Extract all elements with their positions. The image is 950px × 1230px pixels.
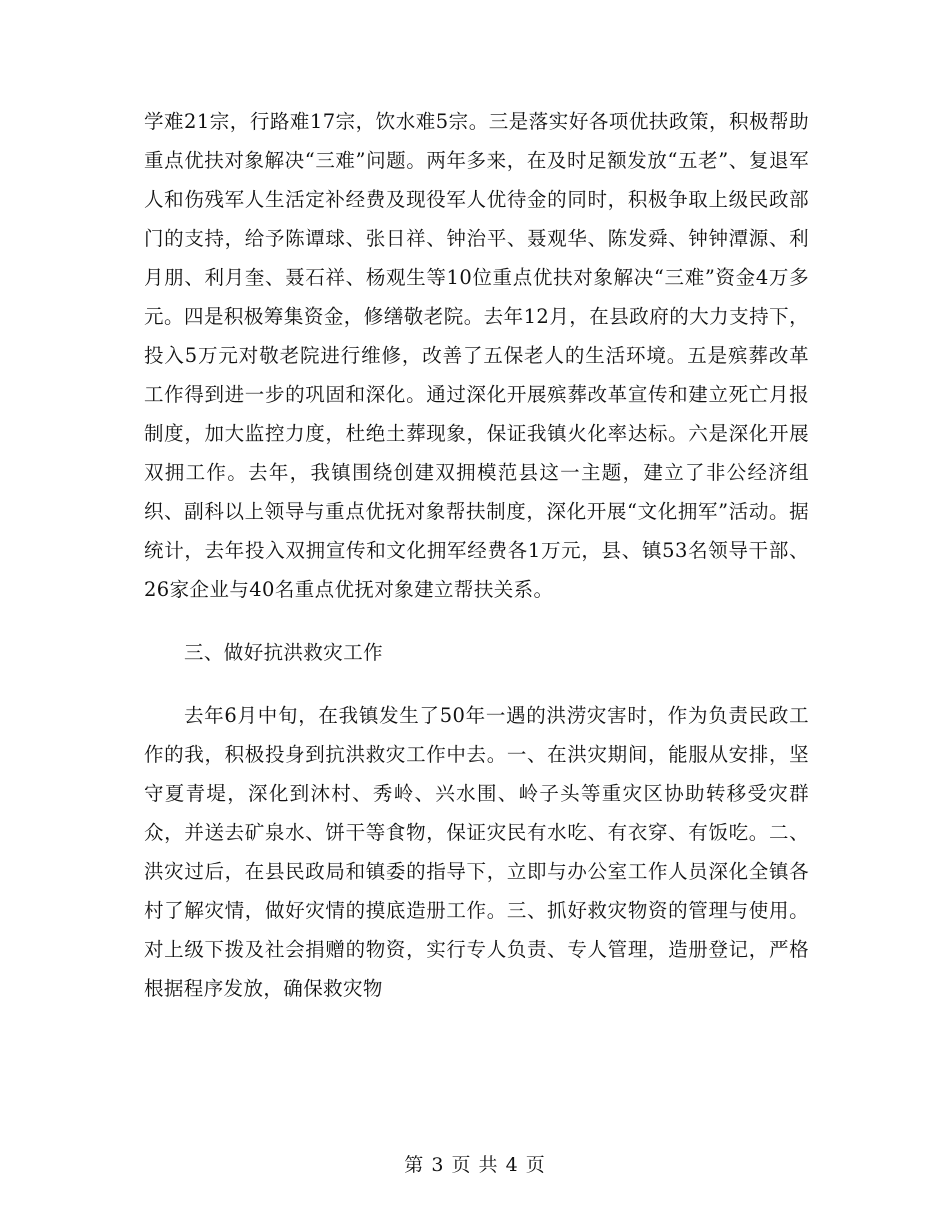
body-paragraph: 去年6月中旬，在我镇发生了50年一遇的洪涝灾害时，作为负责民政工作的我，积极投身到抗洪救灾工作中去。一、在洪灾期间，能服从安排，坚守夏青堤，深化到沐村、秀岭、兴水围、岭子头等重灾区协助转移受灾群众，并送去矿泉水、饼干等食物，保证灾民有水吃、有衣穿、有饭吃。二、洪灾过后，在县民政局和镇委的指导下，立即与办公室工作人员深化全镇各村了解灾情，做好灾情的摸底造册工作。三、抓好救灾物资的管理与使用。对上级下拨及社会捐赠的物资，实行专人负责、专人管理，造册登记，严格根据程序发放，确保救灾物 (144, 704, 809, 1000)
page-content (144, 102, 809, 1008)
footer-page-label: 第 (404, 1154, 425, 1176)
paragraph-spacer (144, 672, 809, 696)
page-footer (0, 1150, 950, 1180)
footer-current-page: 3 (431, 1154, 445, 1176)
footer-page-unit: 页 (451, 1154, 472, 1176)
footer-total-pages: 4 (505, 1154, 519, 1176)
paragraph-spacer (144, 609, 809, 633)
body-paragraph-continued: 学难21宗，行路难17宗，饮水难5宗。三是落实好各项优扶政策，积极帮助重点优扶对象解决“三难”问题。两年多来，在及时足额发放“五老”、复退军人和伤残军人生活定补经费及现役军人优待金的同时，积极争取上级民政部门的支持，给予陈谭球、张日祥、钟治平、聂观华、陈发舜、钟钟潭源、利月朋、利月奎、聂石祥、杨观生等10位重点优扶对象解决“三难”资金4万多元。四是积极筹集资金，修缮敬老院。去年12月，在县政府的大力支持下，投入5万元对敬老院进行维修，改善了五保老人的生活环境。五是殡葬改革工作得到进一步的巩固和深化。通过深化开展殡葬改革宣传和建立死亡月报制度，加大监控力度，杜绝土葬现象，保证我镇火化率达标。六是深化开展双拥工作。去年，我镇围绕创建双拥模范县这一主题，建立了非公经济组织、副科以上领导与重点优抚对象帮扶制度，深化开展“文化拥军”活动。据统计，去年投入双拥宣传和文化拥军经费各1万元，县、镇53名领导干部、26家企业与40名重点优抚对象建立帮扶关系。 (144, 110, 809, 601)
footer-total-unit: 页 (525, 1154, 546, 1176)
footer-total-label: 共 (478, 1154, 499, 1176)
section-heading: 三、做好抗洪救灾工作 (184, 641, 384, 664)
